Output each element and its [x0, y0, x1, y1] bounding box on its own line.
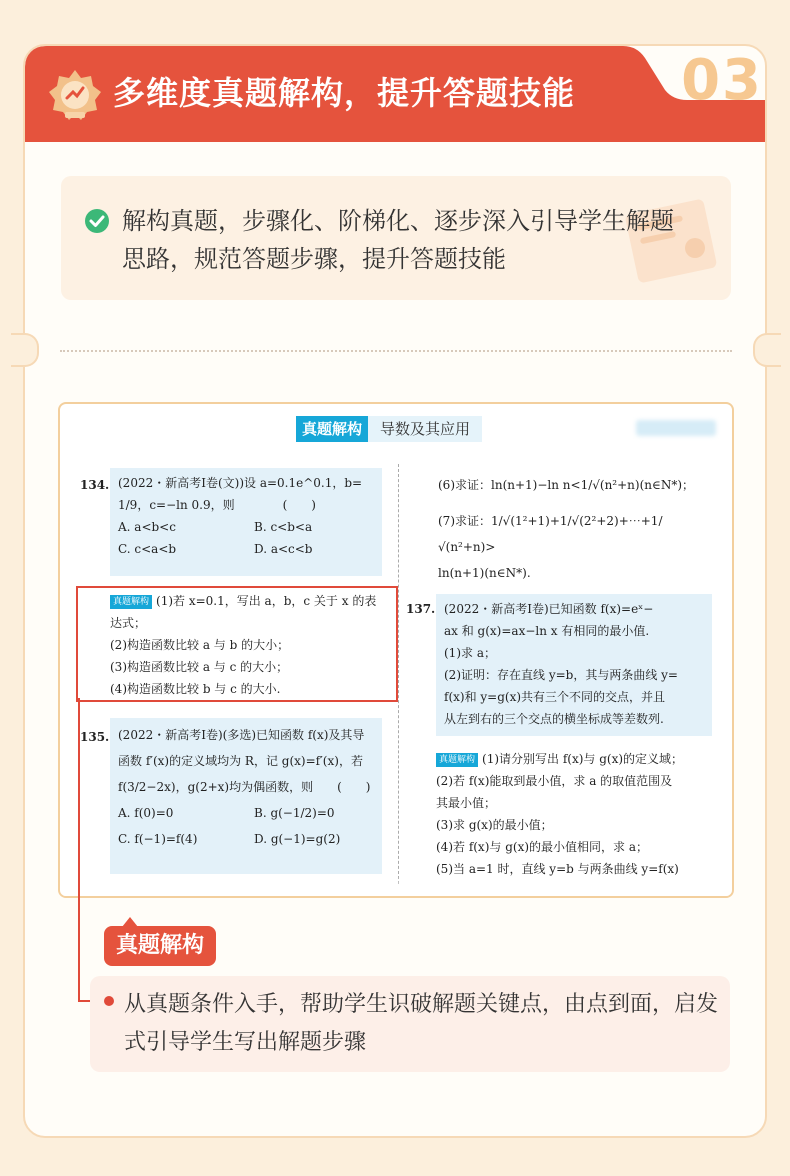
- book-chapter: 导数及其应用: [368, 416, 482, 442]
- intro-text: 解构真题，步骤化、阶梯化、逐步深入引导学生解题思路，规范答题步骤，提升答题技能: [122, 207, 674, 273]
- bullet-dot-icon: [104, 996, 114, 1006]
- column-divider: [398, 464, 399, 884]
- blurred-label: [636, 420, 716, 436]
- analysis137: 真题解构 (1)请分别写出 f(x)与 g(x)的定义域； (2)若 f(x)能取到最小值，求 a 的取值范围及 其最小值； (3)求 g(x)的最小值； (4)若 f(x)与 g(x)的最小值相同，求 a； (5)当 a=1 时，直线 y=b 与两条曲线 y=f(x): [436, 752, 684, 876]
- page-fade: [60, 876, 734, 898]
- q134-stem: (2022・新高考Ⅰ卷(文))设 a=0.1e^0.1，b= 1/9，c=−ln 0.9，则 ( ) A. a<b<c B. c<b<a C. c<a<b D. a<c<b: [118, 476, 363, 556]
- q134-number: 134.: [80, 478, 110, 492]
- proof-items: (6)求证：ln(n+1)−ln n<1/√(n²+n)(n∈N*)； (7)求证：1/√(1²+1)+1/√(2²+2)+⋯+1/√(n²+n)> ln(n+1)(n∈N*).: [438, 478, 695, 580]
- caption-text: 从真题条件入手，帮助学生识破解题关键点，由点到面，启发式引导学生写出解题步骤: [124, 992, 719, 1055]
- q137-stem: (2022・新高考Ⅰ卷)已知函数 f(x)=eˣ− ax 和 g(x)=ax−ln x 有相同的最小值. (1)求 a； (2)证明：存在直线 y=b，其与两条曲线 y= f(x)和 y=g(x)共有三个不同的交点，并且 从左到右的三个交点的横坐标成等差数列.: [444, 602, 678, 726]
- section-banner: [25, 46, 767, 142]
- dotted-divider: [60, 350, 732, 352]
- banner-title: 多维度真题解构，提升答题技能: [113, 74, 576, 112]
- analysis134: 真题解构 (1)若 x=0.1，写出 a，b，c 关于 x 的表 达式； (2)构造函数比较 a 与 b 的大小； (3)构造函数比较 a 与 c 的大小； (4)构造函数比较 b 与 c 的大小.: [110, 594, 377, 696]
- highlight-frame: [76, 586, 398, 702]
- q135-number: 135.: [80, 730, 110, 744]
- book-header: [296, 416, 482, 442]
- card-notch-left: [11, 333, 39, 367]
- callout-line: [78, 698, 80, 1000]
- q135-stem: (2022・新高考Ⅰ卷)(多选)已知函数 f(x)及其导 函数 f′(x)的定义域均为 R，记 g(x)=f′(x)，若 f(3/2−2x)，g(2+x)均为偶函数，则 ( ) A. f(0)=0 B. g(−1/2)=0 C. f(−1)=f(4) D. g(−1)=g(2): [118, 728, 371, 846]
- check-icon: [84, 208, 110, 234]
- trophy-badge-icon: [47, 68, 103, 124]
- book-tag: 真题解构: [296, 416, 368, 442]
- q137-number: 137.: [406, 602, 436, 616]
- section-number: 03: [681, 48, 763, 113]
- card-notch-right: [753, 333, 781, 367]
- book-page-sample: [58, 402, 734, 898]
- caption-tag: 真题解构: [104, 926, 216, 966]
